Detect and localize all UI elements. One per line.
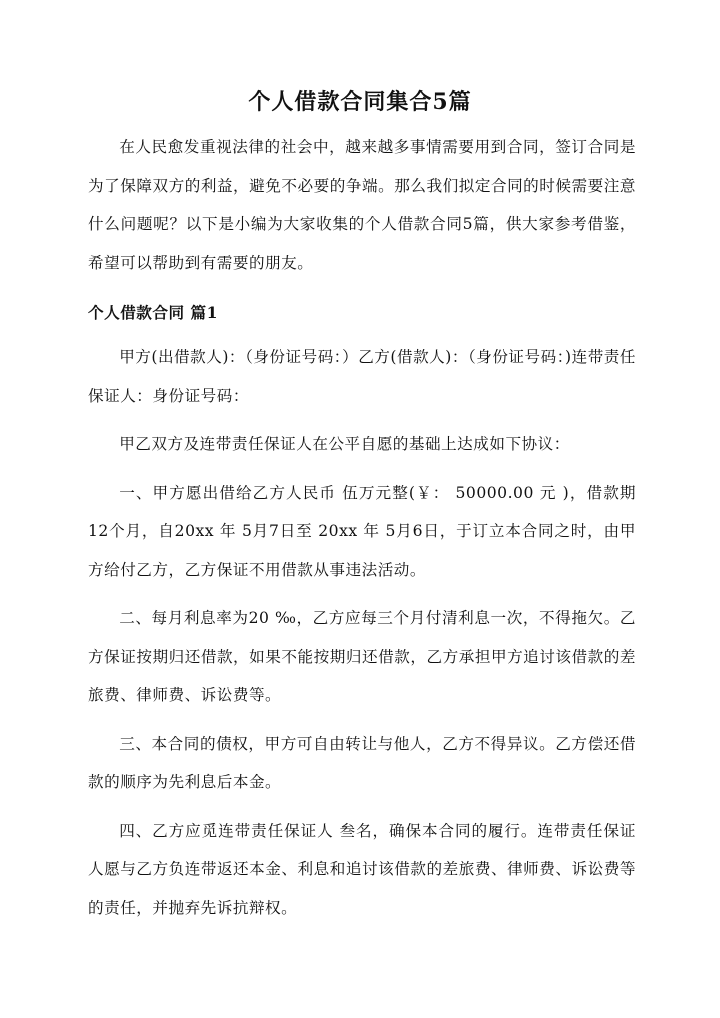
clause-4: 四、乙方应觅连带责任保证人 叁名，确保本合同的履行。连带责任保证人愿与乙方负连带返还本金、利息和追讨该借款的差旅费、律师费、诉讼费等的责任，并抛弃先诉抗辩权。: [88, 821, 636, 917]
parties-paragraph: 甲方(出借款人)：（身份证号码：）乙方(借款人)：（身份证号码：)连带责任保证人：身份证号码：: [88, 348, 636, 405]
clause-1: 一、甲方愿出借给乙方人民币 伍万元整(￥： 50000.00 元 )，借款期12个月，自20xx 年 5月7日至 20xx 年 5月6日，于订立本合同之时，由甲方给付乙方，乙方保证不用借款从事违法活动。: [88, 483, 636, 579]
document-title: 个人借款合同集合5篇: [248, 89, 472, 115]
intro-paragraph: 在人民愈发重视法律的社会中，越来越多事情需要用到合同，签订合同是为了保障双方的利益，避免不必要的争端。那么我们拟定合同的时候需要注意什么问题呢？以下是小编为大家收集的个人借款合同5篇，供大家参考借鉴，希望可以帮助到有需要的朋友。: [88, 138, 636, 272]
clause-2: 二、每月利息率为20 ‰，乙方应每三个月付清利息一次，不得拖欠。乙方保证按期归还借款，如果不能按期归还借款，乙方承担甲方追讨该借款的差旅费、律师费、诉讼费等。: [88, 609, 636, 704]
agreement-intro-paragraph: 甲乙双方及连带责任保证人在公平自愿的基础上达成如下协议：: [119, 435, 570, 453]
document-body: [88, 128, 636, 927]
section-heading: 个人借款合同 篇1: [88, 303, 218, 322]
clause-3: 三、本合同的债权，甲方可自由转让与他人，乙方不得异议。乙方偿还借款的顺序为先利息后本金。: [88, 734, 636, 791]
